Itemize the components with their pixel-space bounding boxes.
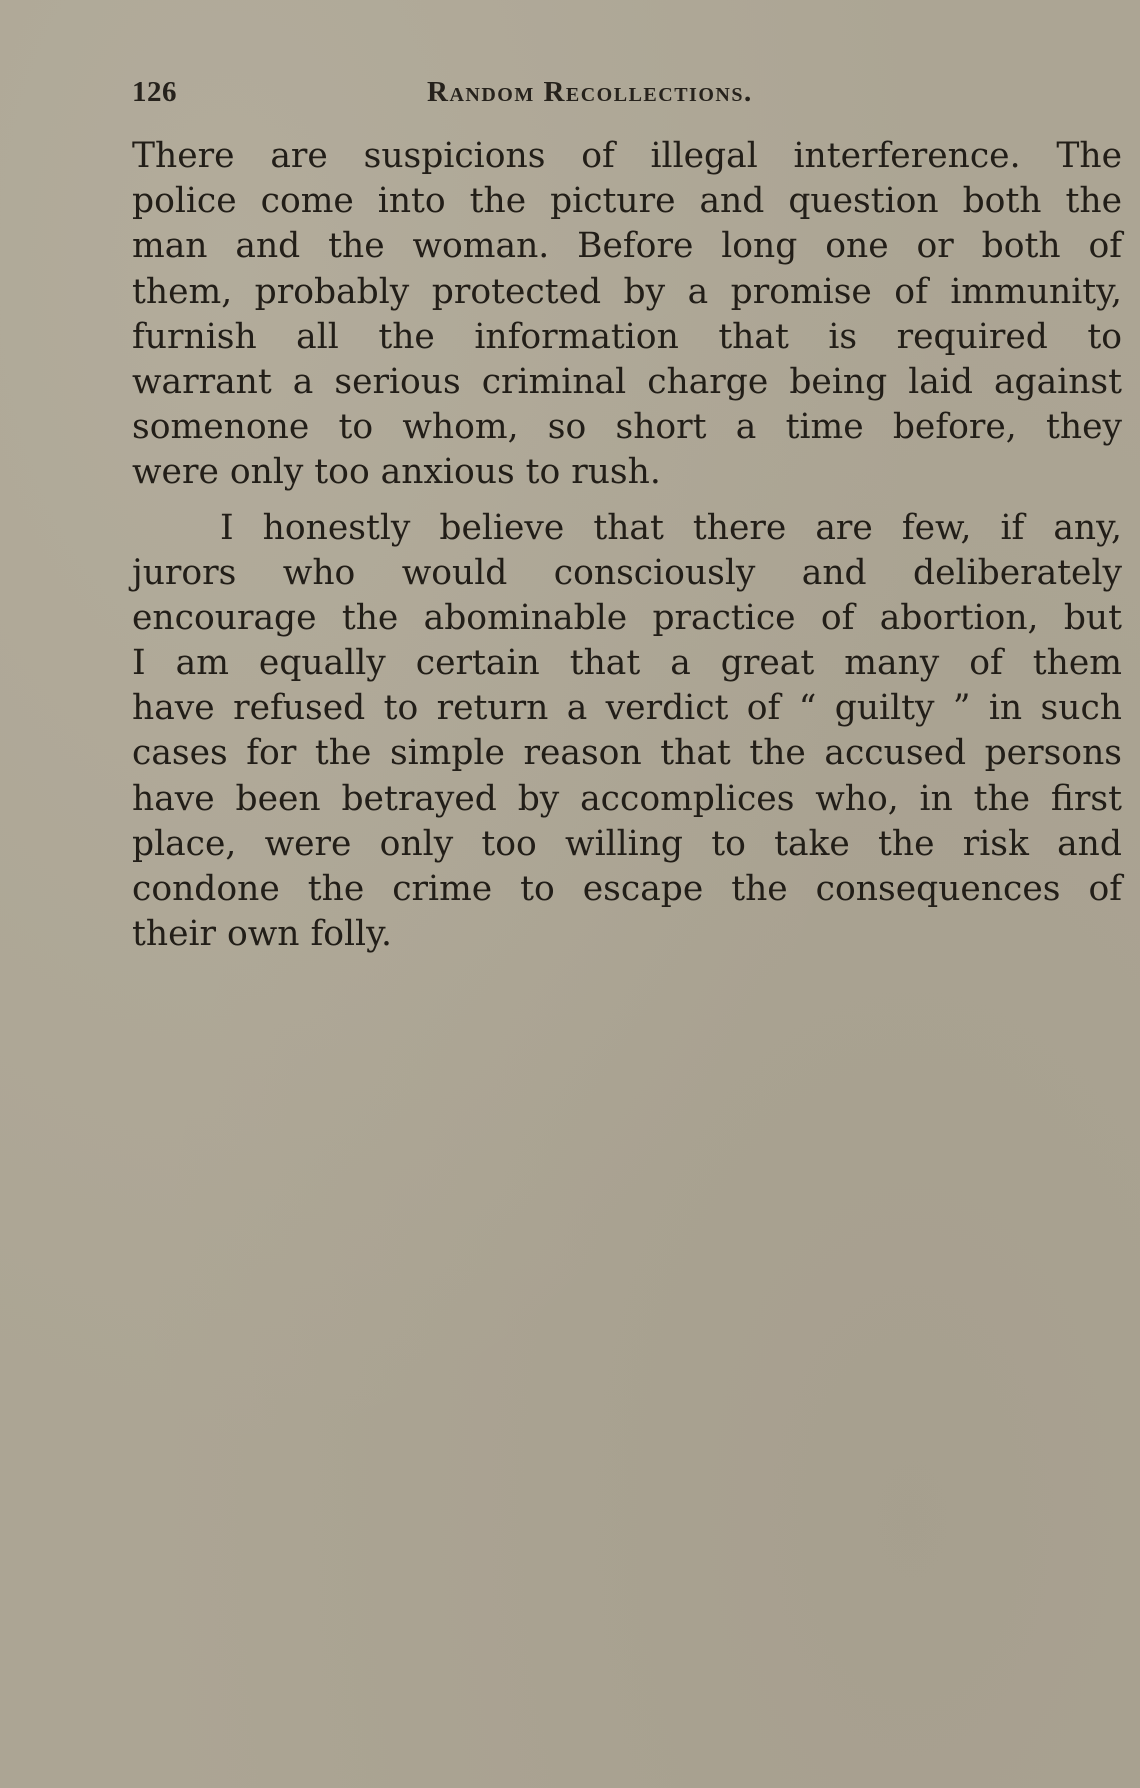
body-text <box>132 134 1122 957</box>
text-line: I am equally certain that a great many of them <box>132 643 1122 684</box>
text-line: furnish all the information that is required to <box>132 316 1122 357</box>
text-line: encourage the abominable practice of abortion, but <box>132 597 1122 638</box>
text-line: I honestly believe that there are few, if any, <box>220 507 1122 548</box>
running-title: Random Recollections. <box>427 76 753 108</box>
paragraph-1 <box>132 134 1122 496</box>
page-number: 126 <box>132 76 177 108</box>
text-line: jurors who would consciously and deliberately <box>132 552 1122 593</box>
text-line: somenone to whom, so short a time before, they <box>132 407 1122 448</box>
paragraph-2 <box>132 506 1122 958</box>
text-line: cases for the simple reason that the accused persons <box>132 733 1122 774</box>
text-line: have refused to return a verdict of “ guilty ” in such <box>132 688 1122 729</box>
text-line: police come into the picture and question both the <box>132 181 1122 222</box>
text-line: them, probably protected by a promise of immunity, <box>132 271 1122 312</box>
text-line: condone the crime to escape the consequences of <box>132 869 1122 909</box>
text-line: There are suspicions of illegal interference. The <box>132 136 1122 176</box>
text-line: man and the woman. Before long one or both of <box>132 226 1122 267</box>
text-line: warrant a serious criminal charge being laid against <box>132 361 1122 402</box>
text-line: place, were only too willing to take the risk and <box>132 823 1122 864</box>
text-line: their own folly. <box>132 914 392 955</box>
text-line: were only too anxious to rush. <box>132 452 661 493</box>
text-line: have been betrayed by accomplices who, in the first <box>132 778 1122 819</box>
page-header <box>132 76 1122 116</box>
